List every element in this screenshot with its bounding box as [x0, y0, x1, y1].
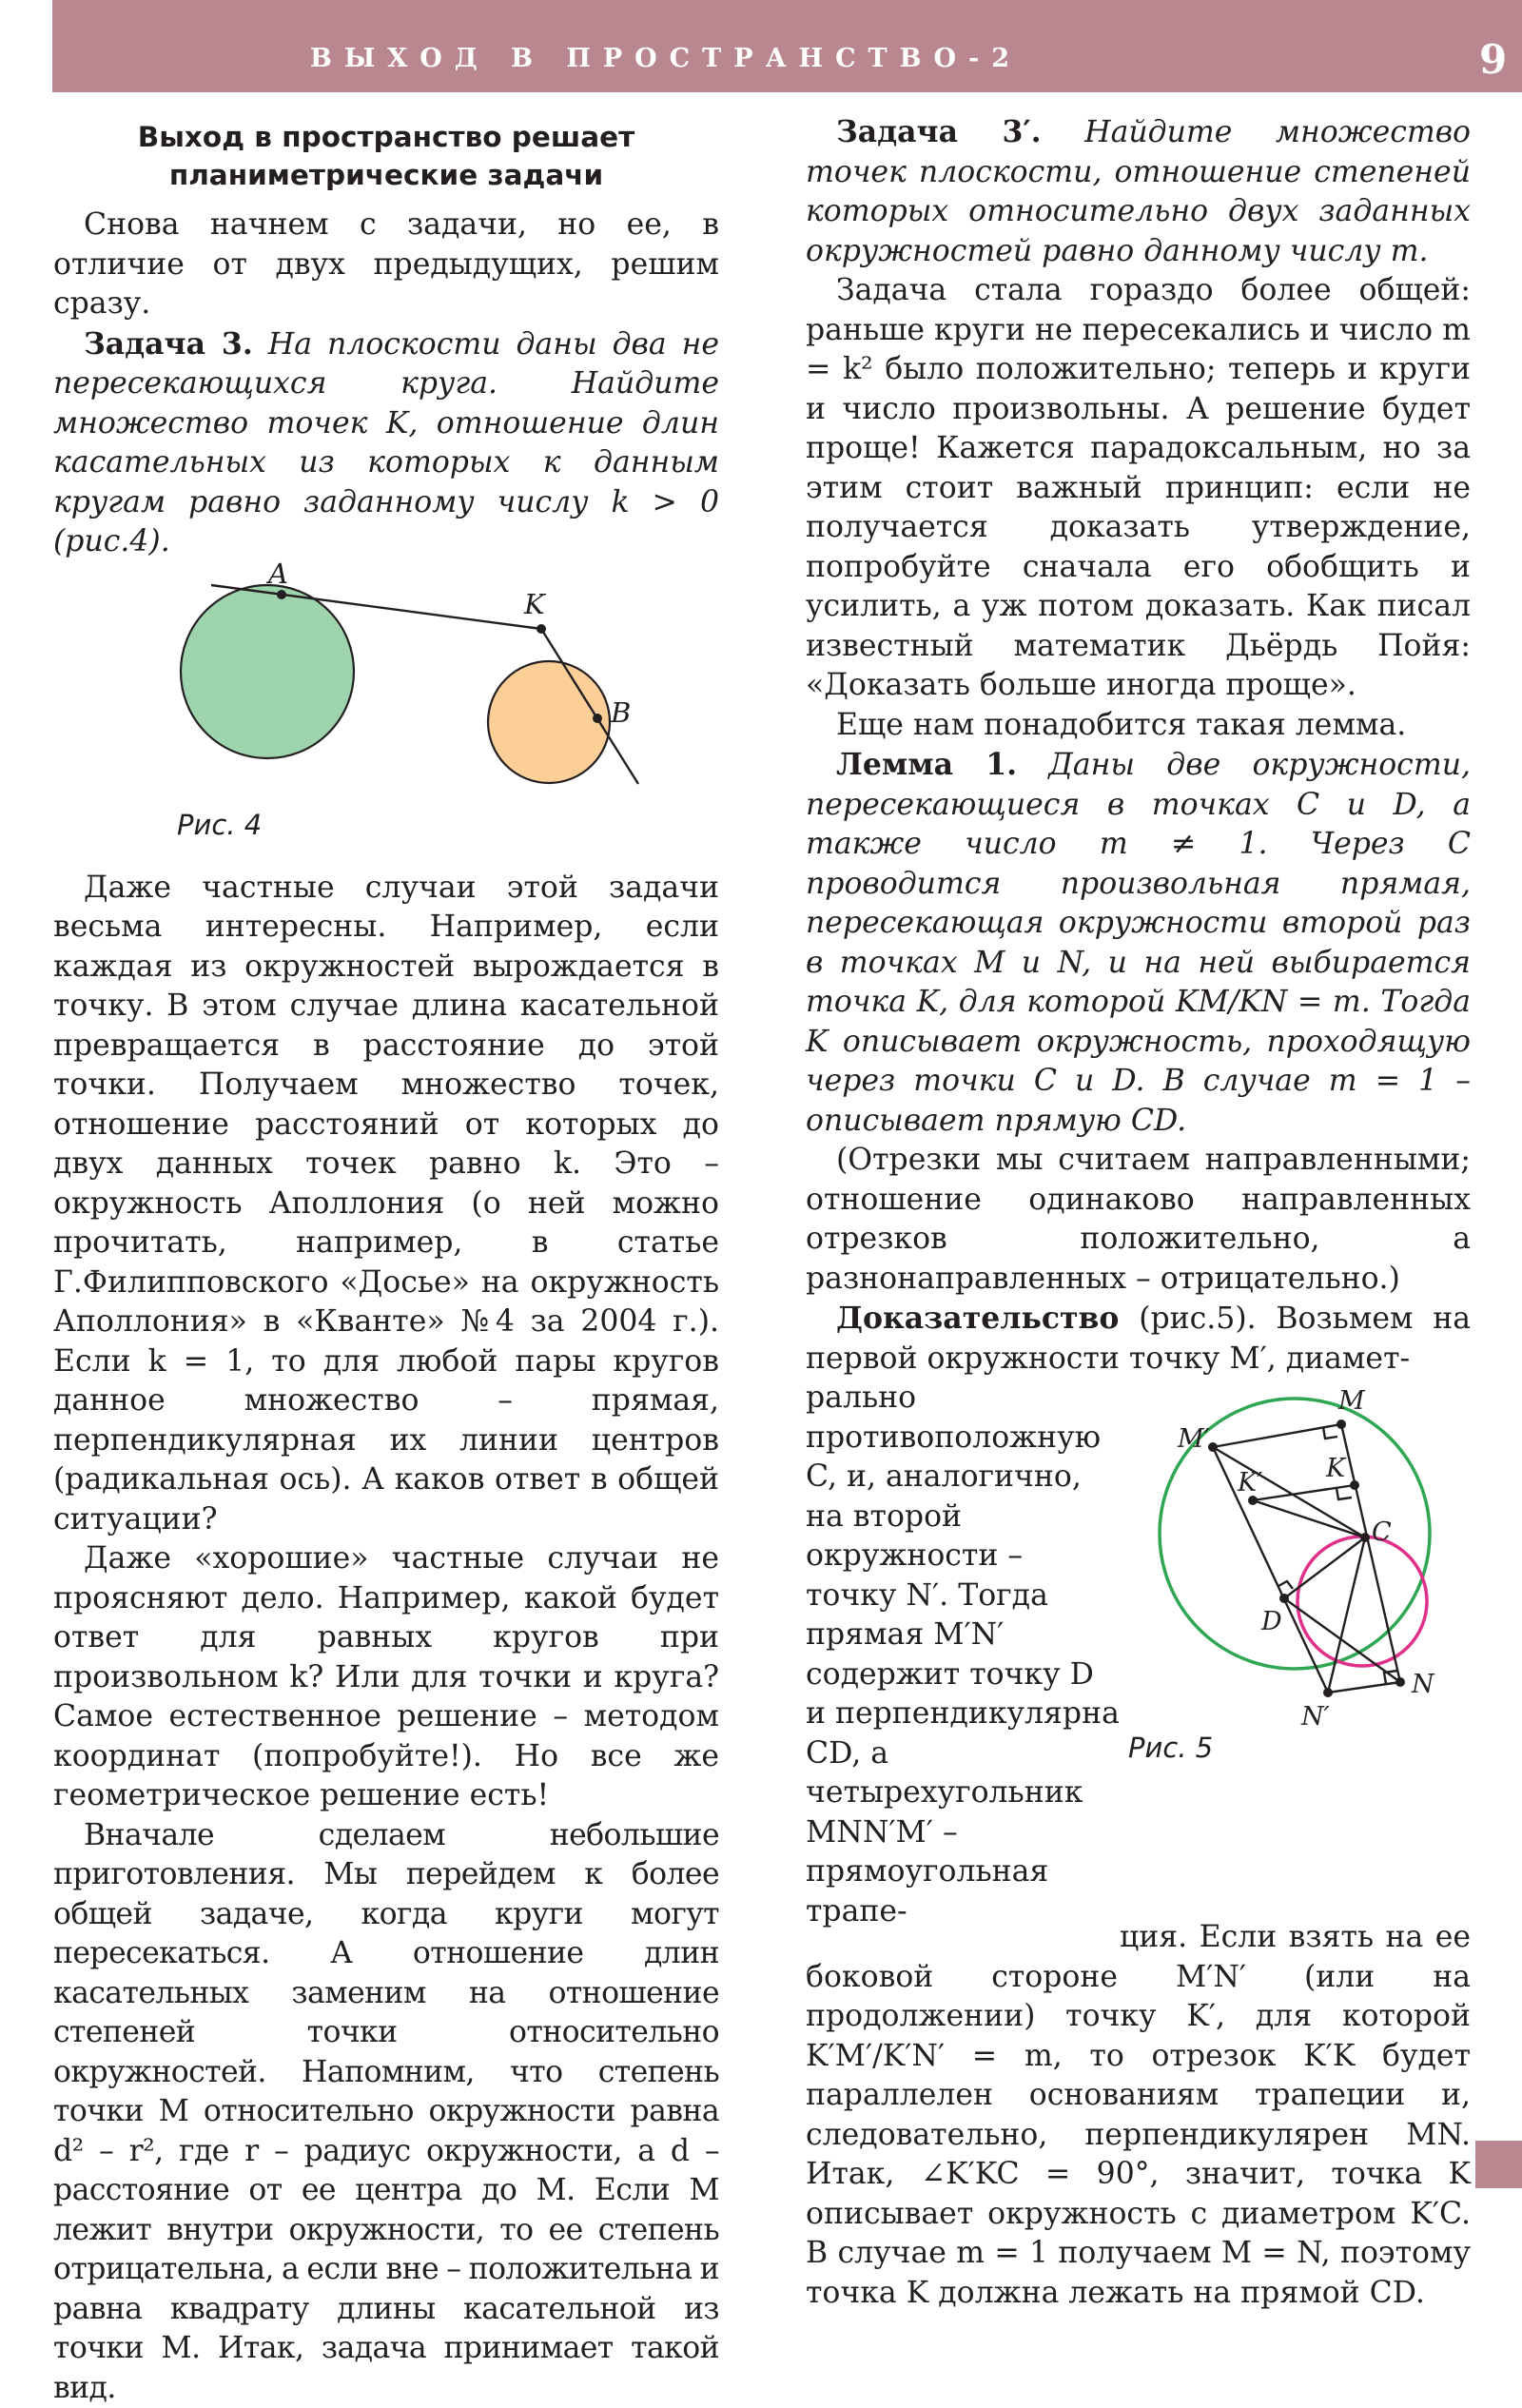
fig5-label-kp: K′: [1237, 1468, 1262, 1498]
proof-rest: ция. Если взять на ее боковой стороне M′N′ (или на продолжении) точку K′, для которой K′M′/K′N′ = m, то отрезок K′K будет параллелен основаниям трапеции и, следовательно, перпендикулярен MN. Итак, ∠K′KC = 90°, значит, точка K описывает окружность с диаметром K′C. В случае m = 1 получаем M = N, поэтому точка K должна лежать на прямой CD.: [806, 1918, 1471, 2313]
figure-5: [1128, 1379, 1471, 1769]
fig5-label-d: D: [1260, 1607, 1282, 1636]
fig4-circle-large: [181, 585, 354, 758]
fig5-right-angle-m: [1323, 1427, 1337, 1439]
segments-note: (Отрезки мы считаем направленными; отношение одинаково направленных отрезков положительно, а разнонаправленных – отрицательно.): [806, 1141, 1471, 1299]
proof-wrap-text: рально противоположную C, и, аналогично, на второй окружности – точку N′. Тогда прямая M′N′ содержит точку D и перпендикулярна CD, а четырехугольник MNN′M′ – прямоугольная трапе-: [806, 1379, 1120, 1931]
lemma-1: [806, 745, 1471, 1141]
task-3-prime-text: Найдите множество точек плоскости, отношение степеней которых относительно двух заданных окружностей равно данному числу m.: [806, 115, 1471, 268]
page-corner-tab: [1475, 2141, 1522, 2188]
page-number: 9: [1479, 36, 1507, 83]
fig5-seg-mp-m: [1213, 1424, 1341, 1447]
task-3-text: На плоскости даны два не пересекающихся круга. Найдите множество точек K, отношение длин касательных из которых к данным кругам равно заданному числу k > 0 (рис.4).: [53, 327, 719, 559]
task-3-prime-label: Задача 3′.: [836, 114, 1042, 149]
section-title: Выход в пространство решает планиметрические задачи: [53, 118, 719, 194]
good-cases-paragraph: Даже «хорошие» частные случаи не проясняют дело. Например, какой будет ответ для равных кругов при произвольном k? Или для точки и круга? Самое естественное решение – методом координат (попробуйте!). Но все же геометрическое решение есть!: [53, 1539, 719, 1816]
left-column: [53, 112, 719, 2408]
fig5-point-c: [1360, 1533, 1370, 1542]
intro-paragraph: Снова начнем с задачи, но ее, в отличие от двух предыдущих, решим сразу.: [53, 206, 719, 324]
figure-4-drawing: [53, 562, 719, 829]
fig4-point-k: [537, 624, 546, 634]
proof-label: Доказательство: [836, 1301, 1119, 1336]
fig5-label-k: K: [1325, 1454, 1347, 1483]
preparation-paragraph: Вначале сделаем небольшие приготовления. Мы перейдем к более общей задаче, когда круги могут пересекаться. А отношение длин касательных заменим на отношение степеней точки относительно окружностей. Напомним, что степень точки M относительно окружности равна d² – r², где r – радиус окружности, а d – расстояние от ее центра до M. Если M лежит внутри окружности, то ее степень отрицательна, а если вне – положительна и равна квадрату длины касательной из точки M. Итак, задача принимает такой вид.: [53, 1816, 719, 2408]
lemma-1-text: Даны две окружности, пересекающиеся в точках C и D, а также число m ≠ 1. Через C проводится произвольная прямая, пересекающая окружности второй раз в точках M и N, и на ней выбирается точка K, для которой KM/KN = m. Тогда K описывает окружность, проходящую через точки C и D. В случае m = 1 – описывает прямую CD.: [806, 748, 1471, 1138]
figure-4: [53, 562, 719, 869]
fig4-label-k: K: [523, 588, 547, 620]
special-cases-paragraph: Даже частные случаи этой задачи весьма интересны. Например, если каждая из окружностей вырождается в точку. В этом случае длина касательной превращается в расстояние до этой точки. Получаем множество точек, отношение расстояний от которых до двух данных точек равно k. Это – окружность Аполлония (о ней можно прочитать, например, в статье Г.Филипповского «Досье» на окружность Аполлония» в «Кванте» №4 за 2004 г.). Если k = 1, то для любой пары кругов данное множество – прямая, перпендикулярная их линии центров (радикальная ось). А каков ответ в общей ситуации?: [53, 869, 719, 1540]
figure-5-drawing: [1128, 1379, 1471, 1759]
fig5-label-mp: M′: [1177, 1424, 1210, 1454]
page-header: [52, 0, 1522, 92]
fig5-point-m: [1337, 1419, 1346, 1429]
generalization-paragraph: Задача стала гораздо более общей: раньше круги не пересекались и число m = k² было положительно; теперь и круги и число произвольны. А решение будет проще! Кажется парадоксальным, но за этим стоит важный принцип: если не получается доказать утверждение, попробуйте сначала его обобщить и усилить, а уж потом доказать. Как писал известный математик Дьёрдь Пойя: «Доказать больше иногда проще».: [806, 271, 1471, 706]
fig5-seg-kp-c: [1253, 1500, 1365, 1537]
fig5-label-n: N: [1411, 1670, 1435, 1699]
fig5-point-np: [1323, 1688, 1333, 1697]
fig5-label-m: M: [1337, 1386, 1366, 1416]
fig4-point-a: [277, 590, 286, 599]
fig5-seg-n-np: [1328, 1682, 1400, 1693]
right-column: [806, 112, 1471, 2313]
fig5-label-np: N′: [1300, 1702, 1330, 1732]
lemma-intro: Еще нам понадобится такая лемма.: [806, 706, 1471, 746]
proof-wrap-block: [806, 1379, 1471, 1931]
fig5-circle-magenta: [1298, 1537, 1427, 1666]
task-3-prime: [806, 112, 1471, 271]
lemma-1-label: Лемма 1.: [836, 747, 1017, 782]
fig5-point-d: [1279, 1594, 1289, 1603]
fig4-circle-small: [488, 661, 610, 783]
fig4-label-a: A: [265, 562, 288, 590]
fig4-point-b: [593, 714, 602, 723]
fig4-label-b: B: [610, 696, 631, 729]
running-title: ВЫХОД В ПРОСТРАНСТВО-2: [52, 44, 1279, 73]
proof-lead: [806, 1299, 1471, 1379]
fig4-caption: Рис. 4: [177, 806, 262, 846]
task-3: [53, 324, 719, 562]
fig5-point-n: [1395, 1677, 1405, 1687]
fig5-right-angle-k: [1337, 1488, 1352, 1499]
fig5-seg-np-mp: [1213, 1447, 1328, 1693]
fig5-label-c: C: [1372, 1517, 1392, 1547]
proof-lead-text: (рис.5). Возьмем на первой окружности точку M′, диамет-: [806, 1302, 1471, 1376]
task-3-label: Задача 3.: [84, 326, 253, 362]
fig5-caption: Рис. 5: [1128, 1729, 1213, 1769]
fig5-point-k: [1350, 1480, 1359, 1490]
fig5-right-angle-d: [1278, 1581, 1293, 1589]
